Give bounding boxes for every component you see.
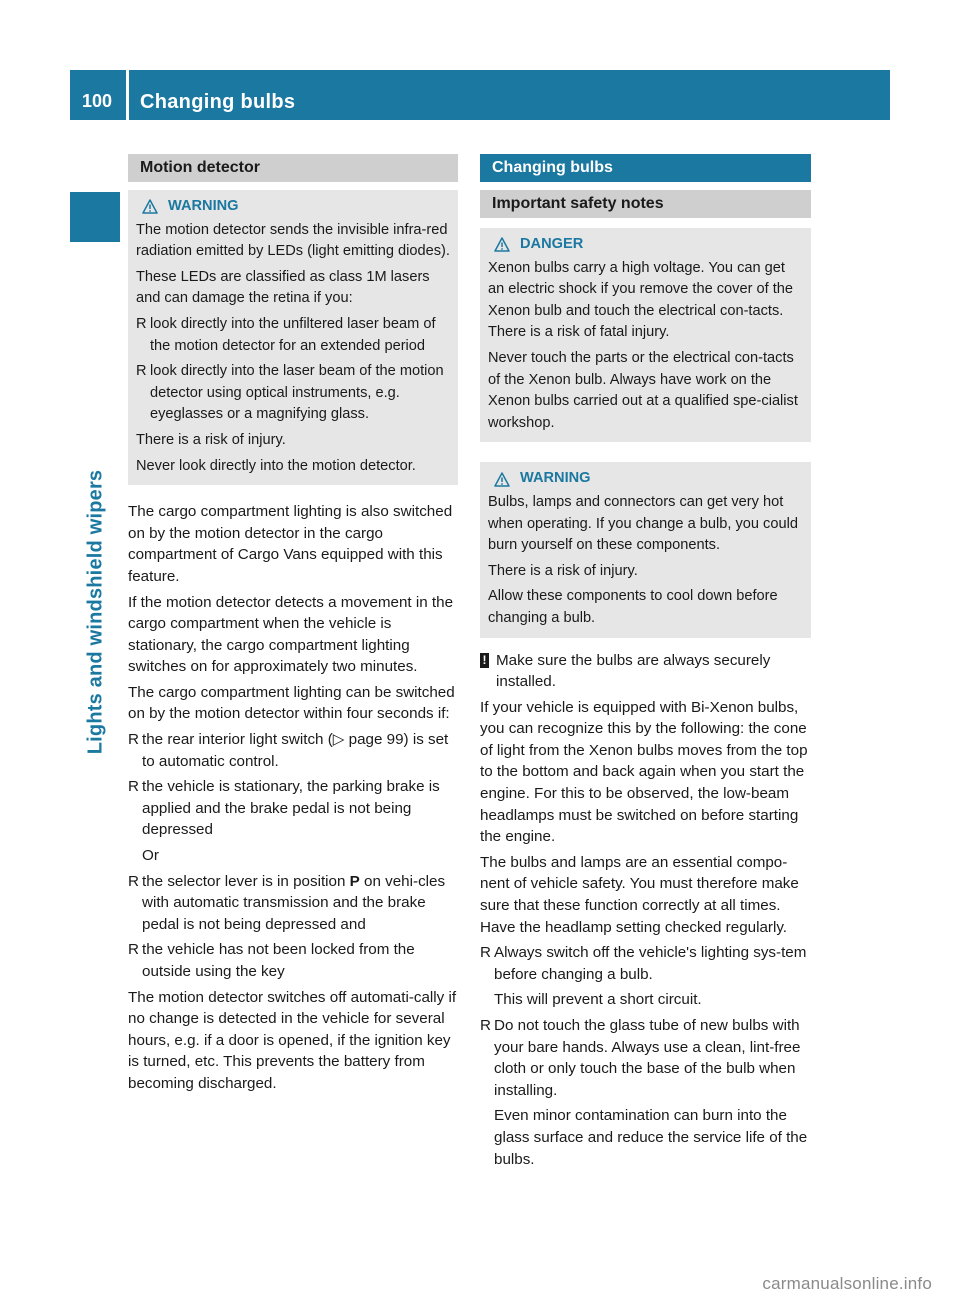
warning-bullet [136, 361, 450, 426]
bullet-text: the vehicle has not been locked from the outside using the key [142, 941, 415, 980]
warning-text: There is a risk of injury. [488, 562, 638, 579]
left-body-text [128, 501, 458, 1094]
bullet-marker: R [480, 944, 491, 962]
warning-heading [142, 196, 450, 218]
chapter-title-changing-bulbs: Changing bulbs [480, 154, 811, 182]
danger-heading [494, 234, 803, 256]
paragraph: The bulbs and lamps are an essential compo-nent of vehicle safety. You must therefore make sure that these function correctly at all times. Have the headlamp setting checked regularly. [480, 853, 799, 936]
header-divider [126, 70, 129, 120]
bullet-marker: R [136, 363, 147, 380]
bullet-text: Do not touch the glass tube of new bulbs with your bare hands. Always use a clean, lint-free cloth or only touch the base of the bulb when installing. [494, 1017, 801, 1099]
note-text: Make sure the bulbs are always securely installed. [496, 651, 771, 691]
left-column [128, 154, 458, 1099]
bullet-text: look directly into the laser beam of the motion detector using optical instruments, e.g. eyeglasses or a magnifying glass. [150, 363, 444, 423]
bullet-marker: R [480, 1017, 491, 1034]
danger-text: Xenon bulbs carry a high voltage. You can get an electric shock if you remove the cover of the Xenon bulb and touch the electrical con-tacts. There is a risk of fatal injury. [488, 259, 793, 341]
warning-triangle-icon [142, 199, 158, 214]
warning-label: WARNING [168, 198, 239, 214]
warning-text: Bulbs, lamps and connectors can get very hot when operating. If you change a bulb, you could burn yourself on these components. [488, 493, 798, 554]
list-item [128, 729, 458, 772]
bullet-marker: R [136, 315, 147, 332]
warning-box-motion-detector [128, 190, 458, 485]
warning-triangle-icon [494, 472, 510, 487]
list-item [480, 1015, 811, 1101]
section-title-safety-notes: Important safety notes [480, 190, 811, 218]
warning-heading [494, 468, 803, 490]
right-column [480, 154, 811, 1174]
section-title-motion-detector: Motion detector [128, 154, 458, 182]
side-tab-marker [70, 192, 120, 242]
bullet-marker: R [128, 941, 139, 959]
warning-box-bulbs [480, 462, 811, 637]
bullet-text: look directly into the unfiltered laser beam of the motion detector for an extended period [150, 315, 436, 354]
paragraph: The motion detector switches off automati-cally if no change is detected in the vehicle for several hours, e.g. if a door is opened, if the ignition key is turned, etc. This prevents the battery from becoming discharged. [128, 988, 457, 1092]
watermark-link: carmanualsonline.info [762, 1274, 932, 1293]
bullet-marker: R [128, 778, 139, 796]
danger-box [480, 228, 811, 442]
bullet-text: Always switch off the vehicle's lighting sys-tem before changing a bulb. [494, 944, 807, 983]
page-title: Changing bulbs [140, 91, 296, 113]
bullet-subtext: This will prevent a short circuit. [494, 991, 702, 1009]
warning-triangle-icon [494, 237, 510, 252]
exclamation-icon: ! [480, 653, 489, 668]
bullet-marker: R [128, 731, 139, 749]
warning-text: Never look directly into the motion detector. [136, 457, 416, 474]
paragraph: If your vehicle is equipped with Bi-Xenon bulbs, you can recognize this by the following: the cone of light from the Xenon bulbs moves from the top to the bottom and back again when you start the engine. For this to be observed, the low-beam headlamps must be switched on before starting the engine. [480, 698, 808, 846]
bullet-text: the rear interior light switch (▷ page 99) is set to automatic control. [142, 731, 449, 770]
list-item [128, 939, 458, 982]
warning-label: WARNING [520, 470, 591, 487]
warning-bullet [136, 314, 450, 357]
paragraph: If the motion detector detects a movement in the cargo compartment when the vehicle is stationary, the cargo compartment lighting switches on for approximately two minutes. [128, 593, 454, 676]
list-item [128, 776, 458, 841]
list-item [480, 942, 811, 985]
warning-text: Allow these components to cool down before changing a bulb. [488, 588, 778, 626]
bullet-subtext: Even minor contamination can burn into the glass surface and reduce the service life of the bulbs. [494, 1107, 808, 1168]
side-chapter-label: Lights and windshield wipers [84, 469, 107, 755]
warning-text: These LEDs are classified as class 1M lasers and can damage the retina if you: [136, 268, 430, 307]
danger-text: Never touch the parts or the electrical con-tacts of the Xenon bulb. Always have work on the Xenon bulbs carried out at a qualified spe-cialist workshop. [488, 349, 798, 431]
or-text: Or [142, 847, 159, 865]
paragraph: The cargo compartment lighting can be switched on by the motion detector within four seconds if: [128, 683, 455, 723]
gear-position-p: P [349, 872, 360, 890]
list-item [128, 871, 458, 936]
bullet-text: the selector lever is in position P on vehi-cles with automatic transmission and the brake pedal is not being depressed and [142, 872, 446, 933]
page-number: 100 [81, 91, 113, 111]
note-item [480, 650, 811, 693]
bullet-marker: R [128, 872, 139, 890]
danger-label: DANGER [520, 236, 584, 252]
warning-text: The motion detector sends the invisible infra-red radiation emitted by LEDs (light emitting diodes). [136, 221, 450, 260]
warning-text: There is a risk of injury. [136, 431, 286, 448]
right-body-text [480, 650, 811, 1171]
paragraph: The cargo compartment lighting is also switched on by the motion detector in the cargo compartment of Cargo Vans equipped with this feature. [128, 503, 453, 585]
bullet-text: the vehicle is stationary, the parking brake is applied and the brake pedal is not being depressed [142, 778, 440, 839]
